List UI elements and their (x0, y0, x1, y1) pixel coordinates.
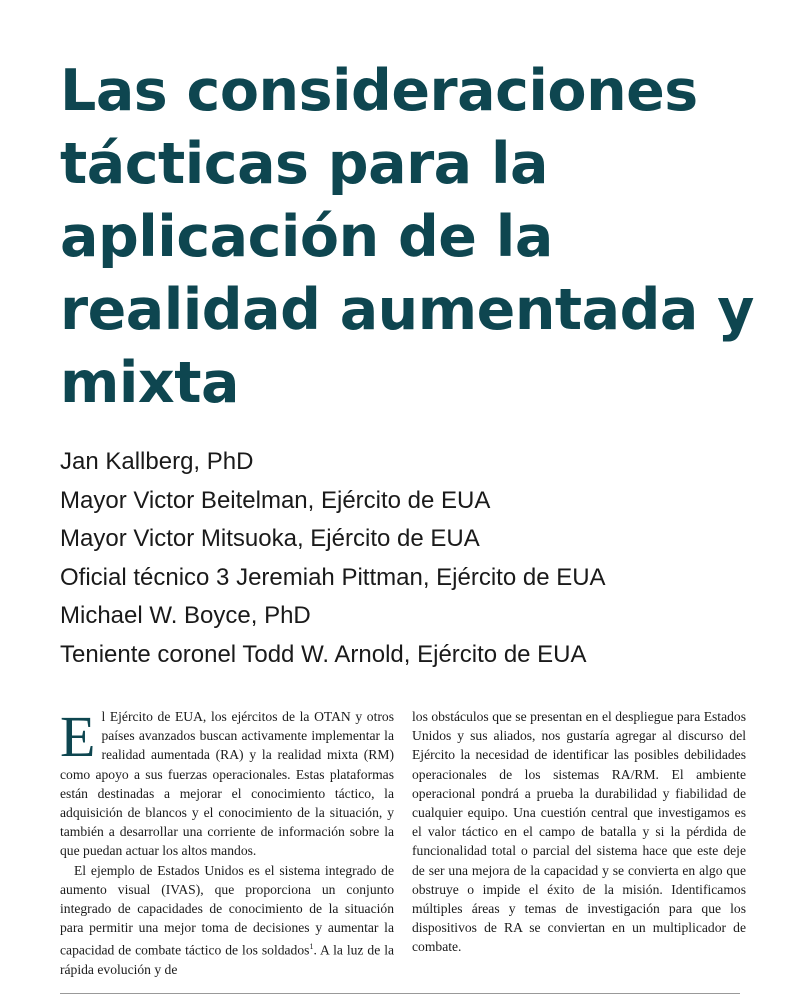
paragraph-text: los obstáculos que se presentan en el despliegue para Estados Unidos y sus aliados, nos gustaría agregar al discurso del Ejército la necesidad de identificar las posibles debilidades operacionales de los sistemas RA/RM. El ambiente operacional pondrá a prueba la durabilidad y fiabilidad de cualquier equipo. Una cuestión central que investigamos es el valor táctico en el campo de batalla y si la pérdida de funcionalidad total o parcial del sistema hace que este deje de ser una mejora de la capacidad y se convierta en algo que obstruye o impide el éxito de la misión. Identificamos múltiples áreas y temas de investigación para que los dispositivos de RA se conviertan en un multiplicador de combate. (412, 709, 746, 955)
paragraph-text: . A la luz de la rápida evolución y de (60, 942, 395, 978)
body-column-left (60, 704, 395, 979)
article-title (60, 55, 760, 420)
body-column-right (412, 707, 746, 957)
title-line: Las consideraciones (60, 58, 698, 124)
paragraph-text: l Ejército de EUA, los ejércitos de la OTAN y otros países avanzados buscan activamente implementar la realidad aumentada (RA) y la realidad mixta (RM) como apoyo a sus fuerzas operacionales. Estas plataformas están destinadas a mejorar el conocimiento táctico, la adquisición de blancos y el conocimiento de la situación, y también a desarrollar una corriente de información sobre la que puedan actuar los altos mandos. (60, 709, 394, 859)
author-name: Michael W. Boyce, PhD (60, 602, 311, 629)
body-paragraph (60, 704, 394, 861)
title-line: aplicación de la (60, 204, 553, 270)
body-paragraph (412, 707, 746, 957)
author-name: Mayor Victor Beitelman, Ejército de EUA (60, 486, 491, 514)
paragraph-text: El ejemplo de Estados Unidos es el sistema integrado de aumento visual (IVAS), que proporciona un conjunto integrado de capacidades de conocimiento de la situación para permitir una mejor toma de decisiones y aumentar la capacidad de combate táctico de los soldados (60, 862, 394, 958)
author-name: Jan Kallberg, PhD (60, 448, 254, 475)
title-line: realidad aumentada y (60, 277, 754, 343)
title-line: mixta (60, 350, 239, 416)
footer-divider (60, 993, 740, 994)
author-name: Oficial técnico 3 Jeremiah Pittman, Ejército de EUA (60, 563, 606, 591)
drop-cap: E (60, 704, 96, 769)
body-paragraph (60, 861, 394, 980)
author-list (60, 443, 760, 674)
footnote-reference: 1 (309, 942, 314, 952)
author-name: Teniente coronel Todd W. Arnold, Ejército de EUA (60, 640, 587, 668)
author-name: Mayor Victor Mitsuoka, Ejército de EUA (60, 525, 480, 552)
title-line: tácticas para la (60, 131, 548, 197)
